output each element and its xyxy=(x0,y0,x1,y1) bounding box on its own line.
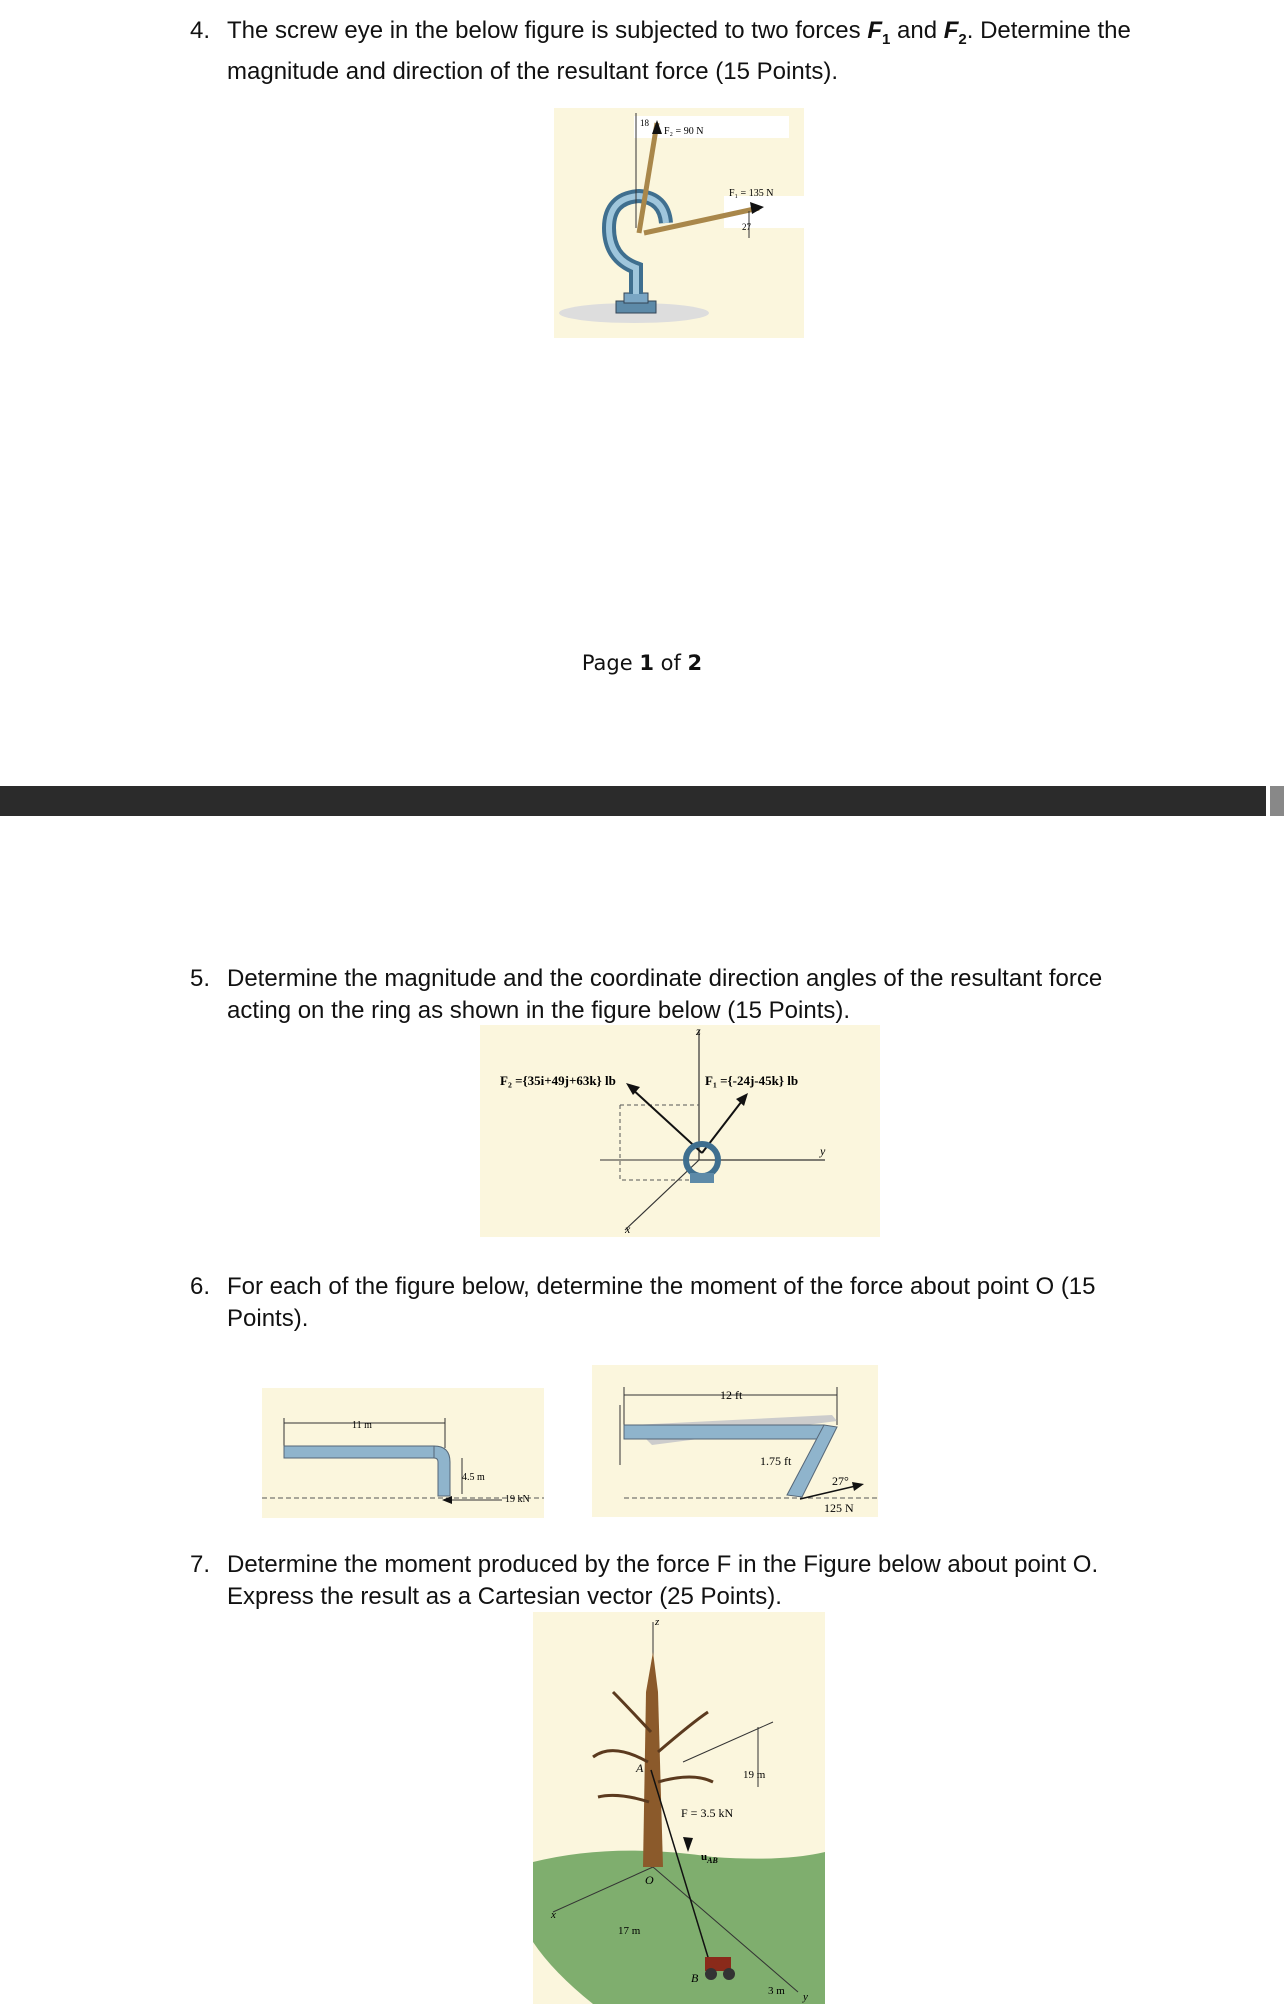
length-label: 11 m xyxy=(352,1420,372,1431)
question-text: The screw eye in the below figure is subjected to two forces $F_1$ and $F_2$. Determine the magnitude and direction of the resultant force (15 Points). xyxy=(227,17,1131,85)
point-o-label: O xyxy=(645,1873,654,1887)
f2-label: F₂ = 90 N xyxy=(664,126,704,137)
axis-z-label: z xyxy=(655,1616,660,1628)
tree-figure xyxy=(533,1612,825,2004)
force-label: 19 kN xyxy=(505,1494,530,1505)
question-text: Determine the magnitude and the coordinate direction angles of the resultant force acting on the ring as shown in the figure below (15 Points). xyxy=(227,965,1103,1024)
drop-label: 1.75 ft xyxy=(760,1454,792,1468)
question-number: 5. xyxy=(190,965,211,992)
pipe-figure-a xyxy=(262,1388,544,1518)
unit-vector-label: $u_{AB}$ xyxy=(701,1851,718,1865)
force-label: F = 3.5 kN xyxy=(681,1806,734,1820)
question-number: 6. xyxy=(190,1273,211,1300)
length-label: 12 ft xyxy=(720,1388,743,1402)
axis-x-label: x xyxy=(625,1222,631,1236)
question-text: Determine the moment produced by the force F in the Figure below about point O. Express the result as a Cartesian vector (25 Points). xyxy=(227,1551,1099,1610)
page-separator xyxy=(0,786,1284,816)
pipe-figure-b xyxy=(592,1365,878,1517)
point-a-label: A xyxy=(636,1761,644,1775)
angle-label-18: 18 xyxy=(640,118,649,128)
question-number: 4. xyxy=(190,17,211,44)
axis-y-label: y xyxy=(803,1991,808,2003)
axis-x-label: x xyxy=(551,1909,556,1921)
angle-label: 27° xyxy=(832,1474,849,1488)
f1-label: F₁ ={-24j-45k} lb xyxy=(705,1073,799,1088)
distance-y-label: 3 m xyxy=(768,1985,785,1997)
f1-label: F₁ = 135 N xyxy=(729,188,774,199)
height-label: 19 m xyxy=(743,1769,766,1781)
axis-y-label: y xyxy=(820,1144,826,1158)
question-text: For each of the figure below, determine the moment of the force about point O (15 Points). xyxy=(227,1273,1096,1332)
axis-z-label: z xyxy=(696,1025,701,1038)
drop-label: 4.5 m xyxy=(462,1472,485,1483)
screw-eye-figure xyxy=(554,108,804,338)
ring-figure xyxy=(480,1025,880,1237)
force-label: 125 N xyxy=(824,1501,854,1515)
angle-label-27: 27 xyxy=(742,222,751,232)
page-footer: Page 1 of 2 xyxy=(581,651,703,675)
question-number: 7. xyxy=(190,1551,211,1578)
distance-x-label: 17 m xyxy=(618,1925,641,1937)
scrollbar-thumb[interactable] xyxy=(1270,786,1284,816)
f2-label: F₂ ={35i+49j+63k} lb xyxy=(500,1073,616,1088)
point-b-label: B xyxy=(691,1971,699,1985)
